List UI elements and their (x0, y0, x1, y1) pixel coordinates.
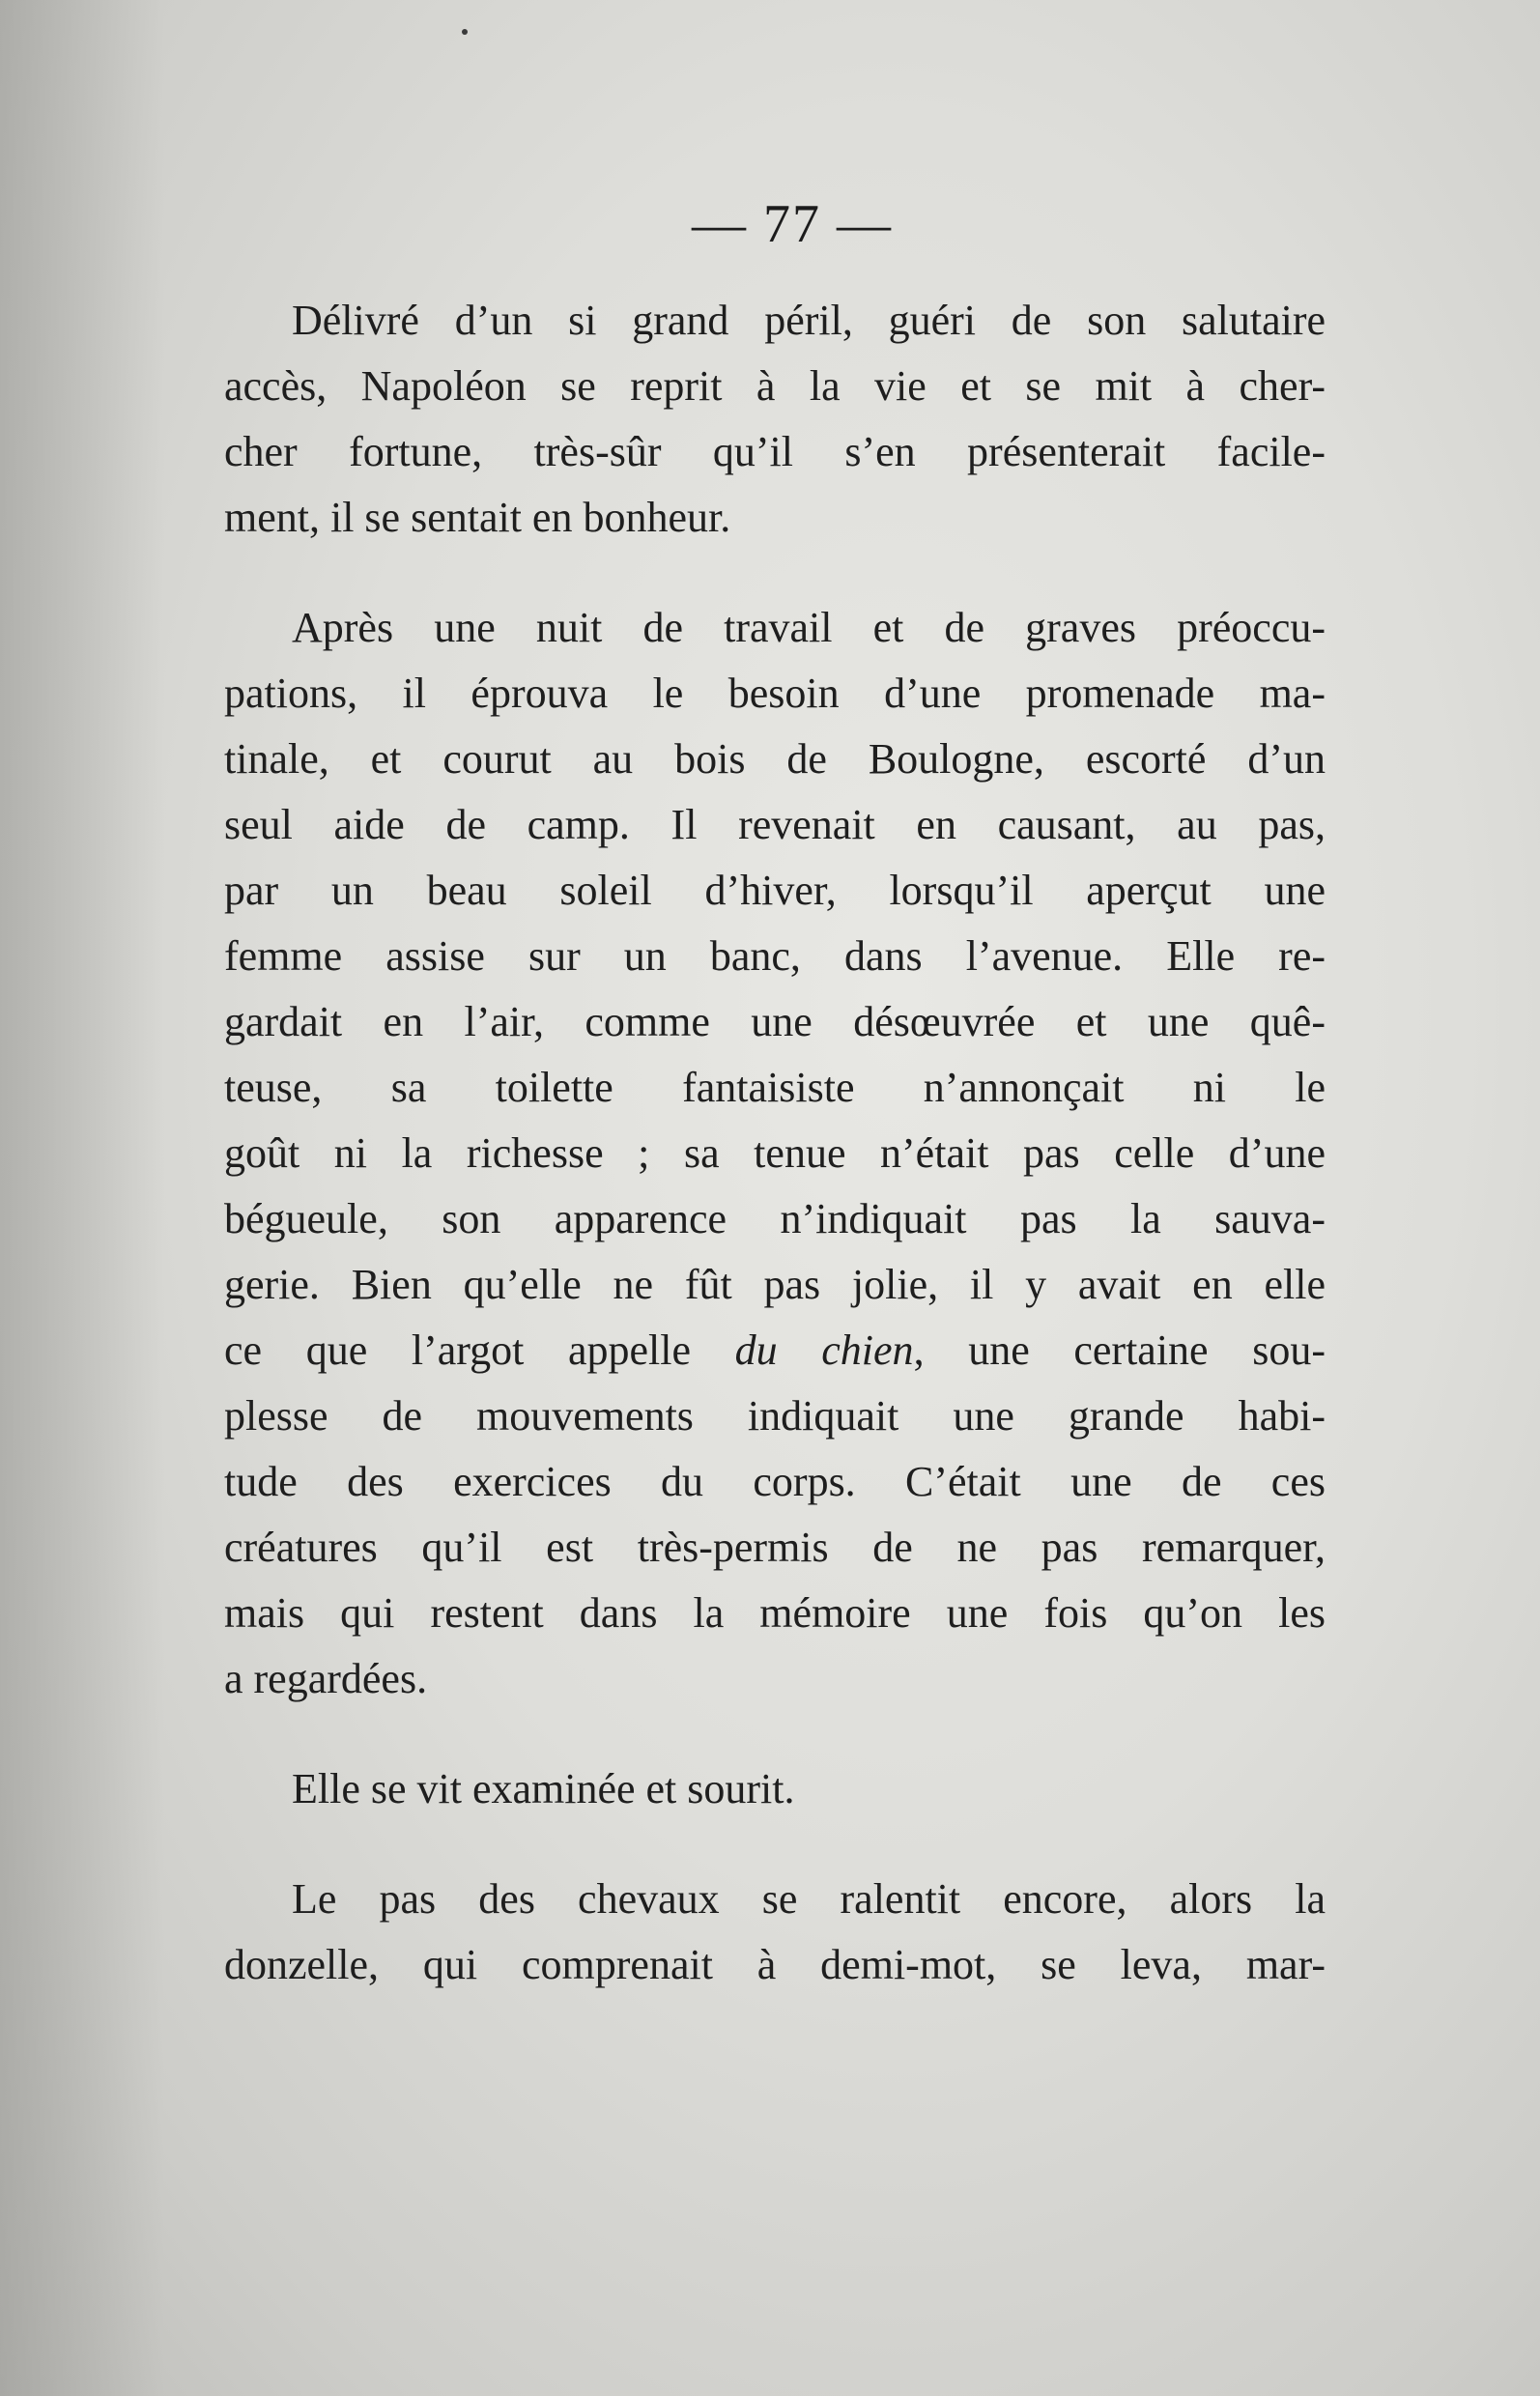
paragraph-4 (224, 1867, 1326, 1998)
text-line: mais qui restent dans la mémoire une fois qu’on les (224, 1589, 1326, 1637)
text-line: cher fortune, très-sûr qu’il s’en présenterait facile- (224, 428, 1326, 475)
italic-phrase: du chien (734, 1326, 914, 1374)
ink-speck (462, 29, 468, 35)
text-line: pations, il éprouva le besoin d’une promenade ma- (224, 670, 1326, 717)
text-line: gardait en l’air, comme une désœuvrée et une quê- (224, 998, 1326, 1045)
text-line: Délivré d’un si grand péril, guéri de son salutaire (292, 297, 1326, 344)
page-number: — 77 — (692, 194, 893, 254)
text-line: a regardées. (224, 1655, 428, 1702)
text-line: femme assise sur un banc, dans l’avenue. Elle re- (224, 932, 1326, 980)
text-segment: ce que l’argot appelle (224, 1326, 735, 1374)
paragraph-2 (224, 595, 1326, 1712)
text-line: plesse de mouvements indiquait une grande habi- (224, 1392, 1326, 1440)
text-line: goût ni la richesse ; sa tenue n’était pas celle d’une (224, 1129, 1326, 1177)
text-line: créatures qu’il est très-permis de ne pas remarquer, (224, 1524, 1326, 1571)
text-line: ment, il se sentait en bonheur. (224, 494, 731, 541)
text-line: gerie. Bien qu’elle ne fût pas jolie, il y avait en elle (224, 1261, 1326, 1308)
text-line: teuse, sa toilette fantaisiste n’annonçait ni le (224, 1064, 1326, 1111)
text-line: Elle se vit examinée et sourit. (292, 1765, 795, 1812)
text-line: Le pas des chevaux se ralentit encore, alors la (292, 1875, 1326, 1923)
text-line: par un beau soleil d’hiver, lorsqu’il aperçut une (224, 867, 1326, 914)
text-line: seul aide de camp. Il revenait en causant, au pas, (224, 801, 1326, 848)
body-text (224, 288, 1326, 1998)
text-line: Après une nuit de travail et de graves préoccu- (292, 604, 1326, 651)
text-line-with-italic (224, 1318, 1326, 1383)
text-line: tinale, et courut au bois de Boulogne, escorté d’un (224, 735, 1326, 783)
paragraph-3 (224, 1756, 1326, 1822)
paragraph-1 (224, 288, 1326, 551)
text-segment: , une certaine sou- (913, 1326, 1326, 1374)
text-line: donzelle, qui comprenait à demi-mot, se leva, mar- (224, 1941, 1326, 1988)
text-line: tude des exercices du corps. C’était une de ces (224, 1458, 1326, 1505)
gutter-shadow (0, 0, 164, 2396)
text-line: accès, Napoléon se reprit à la vie et se mit à cher- (224, 362, 1326, 410)
text-line: bégueule, son apparence n’indiquait pas la sauva- (224, 1195, 1326, 1242)
